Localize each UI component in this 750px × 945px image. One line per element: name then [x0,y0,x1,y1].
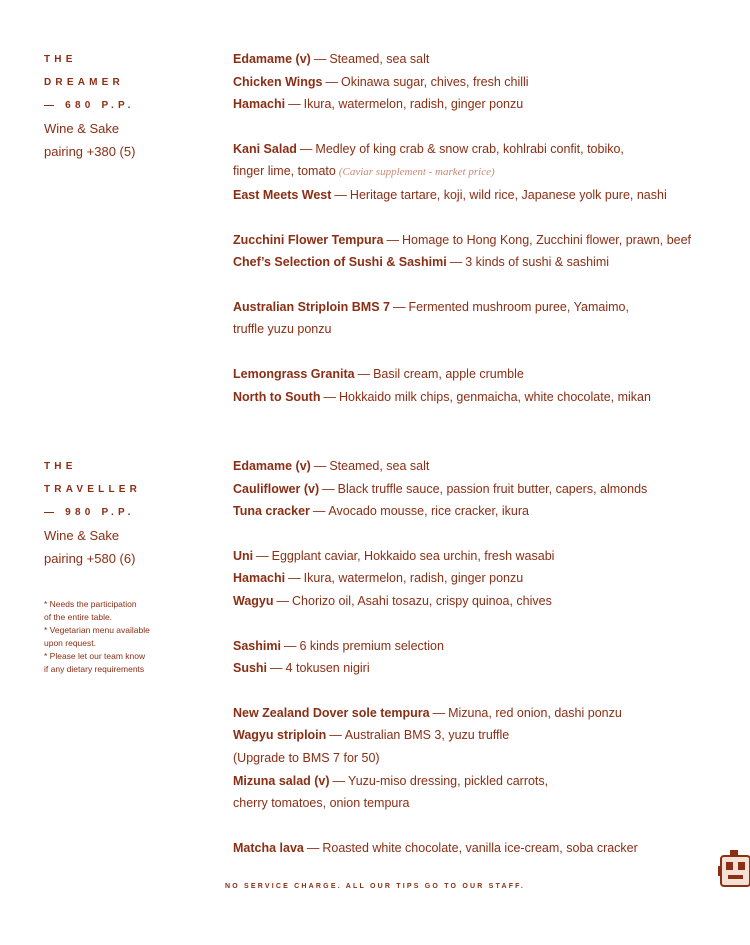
dish-description: 3 kinds of sushi & sashimi [465,255,610,270]
set-courses [233,455,733,881]
dish-description: Ikura, watermelon, radish, ginger ponzu [303,571,524,586]
dish-name: Lemongrass Granita [233,366,355,381]
dash-separator: — [270,661,283,676]
dash-separator: — [329,728,342,743]
dish-description: Avocado mousse, rice cracker, ikura [328,504,529,519]
dish-description: 6 kinds premium selection [299,638,444,653]
dish-name: Wagyu [233,593,274,608]
dish-name: North to South [233,389,321,404]
dish-description-continued: (Upgrade to BMS 7 for 50) [233,750,380,765]
note-line: of the entire table. [44,612,113,622]
dish-name: Zucchini Flower Tempura [233,232,384,247]
menu-item [233,48,733,71]
dish-description: Chorizo oil, Asahi tosazu, crispy quinoa, chives [292,593,552,608]
dish-name: Kani Salad [233,141,297,156]
set-sidebar [44,455,214,676]
menu-item [233,567,733,590]
dash-separator: — [332,773,346,788]
menu-item [233,455,733,478]
menu-item [233,251,733,274]
dash-separator: — [306,840,320,855]
menu-item [233,138,733,161]
dish-name: Hamachi [233,571,286,586]
dash-separator: — [288,97,301,112]
course-group [233,229,733,274]
set-heading-line: DREAMER [44,77,124,88]
note-line: if any dietary requirements [44,664,145,674]
note-line: * Needs the participation [44,599,137,609]
note-line: upon request. [44,638,96,648]
menu-item [233,184,733,207]
dietary-notes [44,598,214,676]
pairing-line: Wine & Sake [44,528,120,543]
set-heading-line: — 980 P.P. [44,507,135,518]
dash-separator: — [312,504,326,519]
set-sidebar [44,48,214,163]
set-heading-line: TRAVELLER [44,484,142,495]
course-group [233,296,733,341]
dish-description: 4 tokusen nigiri [285,661,370,676]
course-group [233,138,733,207]
course-group [233,455,733,523]
caviar-supplement-note: (Caviar supplement - market price) [338,166,495,179]
note-line: * Please let our team know [44,651,146,661]
course-group [233,837,733,860]
dish-description: Basil cream, apple crumble [373,366,524,381]
menu-item [233,724,733,747]
dish-description: Okinawa sugar, chives, fresh chilli [340,74,529,89]
dash-separator: — [283,638,297,653]
dash-separator: — [313,52,327,66]
dish-name: Wagyu striploin [233,728,327,743]
dish-name: Hamachi [233,97,286,112]
robot-mascot-icon [718,848,750,892]
course-group [233,363,733,408]
pairing-line: Wine & Sake [44,121,120,136]
menu-item [233,71,733,94]
dish-name: Mizuna salad (v) [233,773,330,788]
dash-separator: — [323,389,336,404]
menu-item [233,500,733,523]
dish-description: Heritage tartare, koji, wild rice, Japanese yolk pure, nashi [349,187,667,202]
dash-separator: — [386,232,399,247]
menu-item [233,93,733,116]
dish-description: Steamed, sea salt [329,52,430,66]
menu-item [233,837,733,860]
menu-item [233,657,733,680]
dish-description: Medley of king crab & snow crab, kohlrabi confit, tobiko, [315,141,624,156]
dish-name: Chef’s Selection of Sushi & Sashimi [233,255,447,270]
dish-name: Edamame (v) [233,52,311,66]
dash-separator: — [322,481,335,496]
menu-item [233,229,733,252]
dash-separator: — [357,366,371,381]
dish-name: Chicken Wings [233,74,323,89]
set-courses [233,48,733,430]
dash-separator: — [256,548,269,563]
dish-description: Mizuna, red onion, dashi ponzu [448,705,622,720]
set-heading-line: — 680 P.P. [44,100,135,111]
dish-description: Black truffle sauce, passion fruit butter, capers, almonds [337,481,648,496]
dish-name: Australian Striploin BMS 7 [233,299,390,314]
dish-description-continued: cherry tomatoes, onion tempura [233,796,410,811]
pairing-line: pairing +380 (5) [44,144,136,159]
menu-item [233,770,733,793]
dish-name: Cauliflower (v) [233,481,320,496]
dash-separator: — [299,141,313,156]
dish-description: Ikura, watermelon, radish, ginger ponzu [303,97,524,112]
dish-description-continued: finger lime, tomato [233,164,336,179]
dash-separator: — [432,705,446,720]
dash-separator: — [392,299,406,314]
dash-separator: — [288,571,301,586]
dish-description: Fermented mushroom puree, Yamaimo, [408,299,629,314]
dish-description: Steamed, sea salt [329,459,430,473]
footer-note: NO SERVICE CHARGE. ALL OUR TIPS GO TO OUR STAFF. [224,883,526,890]
dish-name: Matcha lava [233,840,304,855]
menu-item [233,792,733,815]
dash-separator: — [325,74,338,89]
menu-item [233,702,733,725]
dash-separator: — [313,459,327,473]
set-heading-line: THE [44,461,77,472]
dish-name: Sushi [233,661,268,676]
menu-item [233,386,733,409]
dish-description: Hokkaido milk chips, genmaicha, white chocolate, mikan [338,389,651,404]
menu-item [233,318,733,341]
dish-name: New Zealand Dover sole tempura [233,705,430,720]
dish-description: Australian BMS 3, yuzu truffle [344,728,510,743]
menu-item [233,363,733,386]
menu-item [233,747,733,770]
dish-name: Uni [233,548,254,563]
dash-separator: — [276,593,290,608]
dish-description: Eggplant caviar, Hokkaido sea urchin, fresh wasabi [271,548,555,563]
dish-description: Homage to Hong Kong, Zucchini flower, prawn, beef [401,232,692,247]
set-heading-line: THE [44,54,77,65]
note-line: * Vegetarian menu available [44,625,150,635]
menu-item [233,635,733,658]
dish-name: East Meets West [233,187,332,202]
menu-item [233,160,733,184]
course-group [233,702,733,815]
dish-description: Roasted white chocolate, vanilla ice-cream, soba cracker [322,840,638,855]
menu-item [233,590,733,613]
course-group [233,48,733,116]
course-group [233,635,733,680]
dish-name: Edamame (v) [233,459,311,473]
dish-name: Sashimi [233,638,281,653]
pairing-line: pairing +580 (6) [44,551,136,566]
menu-item [233,545,733,568]
menu-item [233,296,733,319]
dish-description: Yuzu-miso dressing, pickled carrots, [348,773,549,788]
dish-description-continued: truffle yuzu ponzu [233,322,332,337]
course-group [233,545,733,613]
dash-separator: — [334,187,347,202]
menu-item [233,478,733,501]
dish-name: Tuna cracker [233,504,310,519]
dash-separator: — [449,255,463,270]
